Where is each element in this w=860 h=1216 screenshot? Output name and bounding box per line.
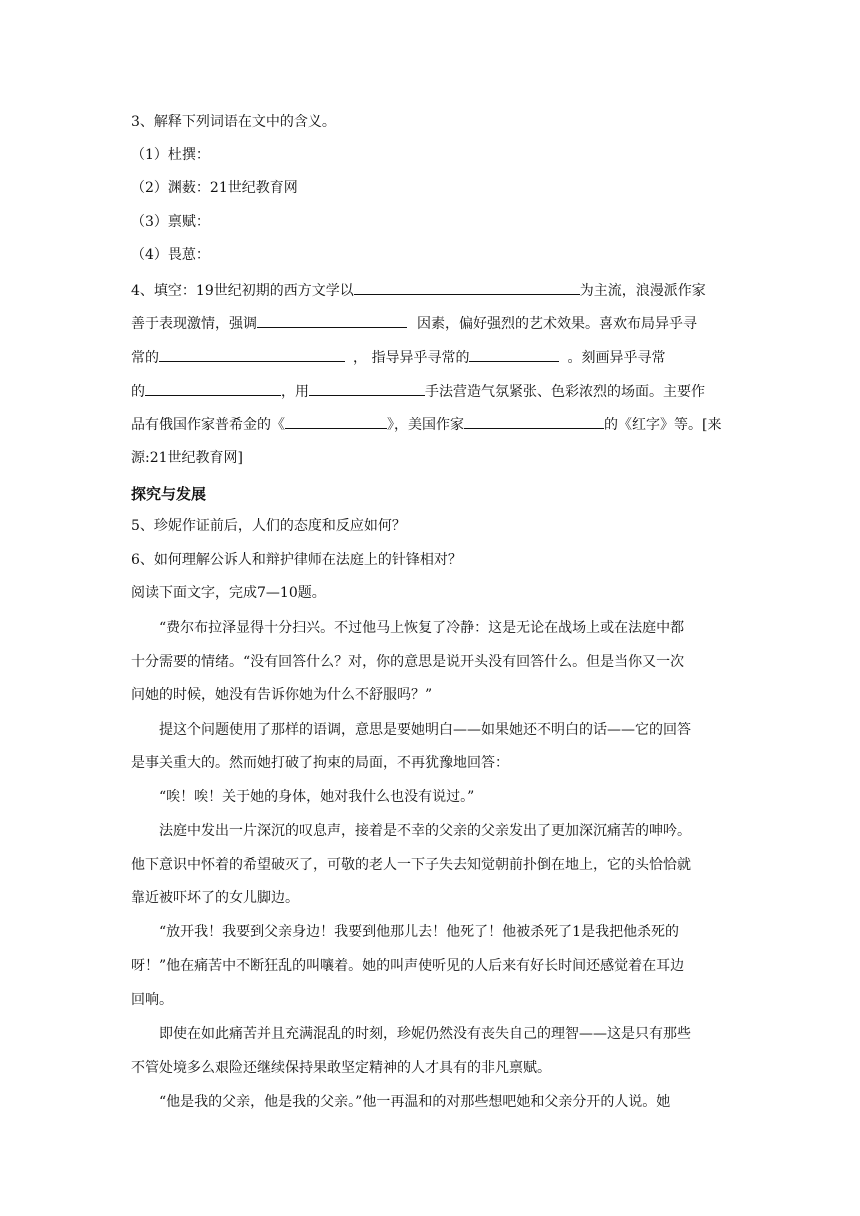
- question-3-item: （4）畏葸：: [131, 247, 210, 263]
- passage-line: 十分需要的情绪。“没有回答什么？对，你的意思是说开头没有回答什么。但是当你又一次: [131, 654, 685, 670]
- fill-blank[interactable]: [257, 313, 407, 328]
- passage-line: 即使在如此痛苦并且充满混乱的时刻，珍妮仍然没有丧失自己的理智——这是只有那些: [159, 1026, 691, 1042]
- question-6: 6、如何理解公诉人和辩护律师在法庭上的针锋相对？: [131, 552, 462, 568]
- fill-blank[interactable]: [309, 381, 425, 396]
- question-3-title: 3、解释下列词语在文中的含义。: [131, 114, 336, 130]
- fill-blank[interactable]: [159, 347, 345, 362]
- passage-line: 回响。: [131, 992, 173, 1008]
- fill-blank[interactable]: [145, 381, 281, 396]
- fill-blank[interactable]: [469, 347, 559, 362]
- passage-line: 他下意识中怀着的希望破灭了，可敬的老人一下子失去知觉朝前扑倒在地上，它的头恰恰就: [131, 857, 691, 873]
- passage-line: 提这个问题使用了那样的语调，意思是要她明白——如果她还不明白的话——它的回答: [159, 722, 691, 738]
- passage-line: “唉！唉！关于她的身体，她对我什么也没有说过。”: [159, 789, 475, 805]
- passage-line: “放开我！我要到父亲身边！我要到他那儿去！他死了！他被杀死了1是我把他杀死的: [159, 924, 680, 940]
- passage-line: “他是我的父亲，他是我的父亲。”他一再温和的对那些想吧她和父亲分开的人说。她: [159, 1094, 671, 1110]
- passage-line: 问她的时候，她没有告诉你她为什么不舒服吗？”: [131, 687, 433, 703]
- question-3-item: （3）禀赋：: [131, 214, 210, 230]
- reading-prompt: 阅读下面文字，完成7—10题。: [131, 585, 326, 601]
- question-4-line: 常的 ， 指导异乎寻常的 。刻画异乎寻常: [131, 347, 731, 368]
- passage-line: 法庭中发出一片深沉的叹息声，接着是不幸的父亲的父亲发出了更加深沉痛苦的呻吟。: [159, 823, 691, 839]
- question-4-line: 源:21世纪教育网]: [131, 450, 243, 466]
- passage-line: 不管处境多么艰险还继续保持果敢坚定精神的人才具有的非凡禀赋。: [131, 1060, 551, 1076]
- question-4-line: 的 ，用 手法营造气氛紧张、色彩浓烈的场面。主要作: [131, 381, 731, 402]
- passage-line: “费尔布拉泽显得十分扫兴。不过他马上恢复了冷静：这是无论在战场上或在法庭中都: [159, 620, 685, 636]
- fill-blank[interactable]: [354, 280, 580, 295]
- passage-line: 靠近被吓坏了的女儿脚边。: [131, 890, 299, 906]
- passage-line: 是事关重大的。然而她打破了拘束的局面，不再犹豫地回答：: [131, 755, 509, 771]
- question-4-line: 4、填空：19世纪初期的西方文学以 为主流，浪漫派作家: [131, 280, 731, 301]
- question-5: 5、珍妮作证前后，人们的态度和反应如何？: [131, 518, 406, 534]
- section-heading: 探究与发展: [131, 485, 207, 503]
- question-4-line: 品有俄国作家普希金的《 》，美国作家 的《红字》等。[来: [131, 414, 731, 435]
- fill-blank[interactable]: [285, 414, 387, 429]
- question-3-item: （2）渊薮：21世纪教育网: [131, 180, 298, 196]
- passage-line: 呀！”他在痛苦中不断狂乱的叫嚷着。她的叫声使听见的人后来有好长时间还感觉着在耳边: [131, 958, 685, 974]
- question-4-line: 善于表现激情，强调 因素，偏好强烈的艺术效果。喜欢布局异乎寻: [131, 313, 731, 334]
- fill-blank[interactable]: [464, 414, 604, 429]
- question-3-item: （1）杜撰：: [131, 147, 210, 163]
